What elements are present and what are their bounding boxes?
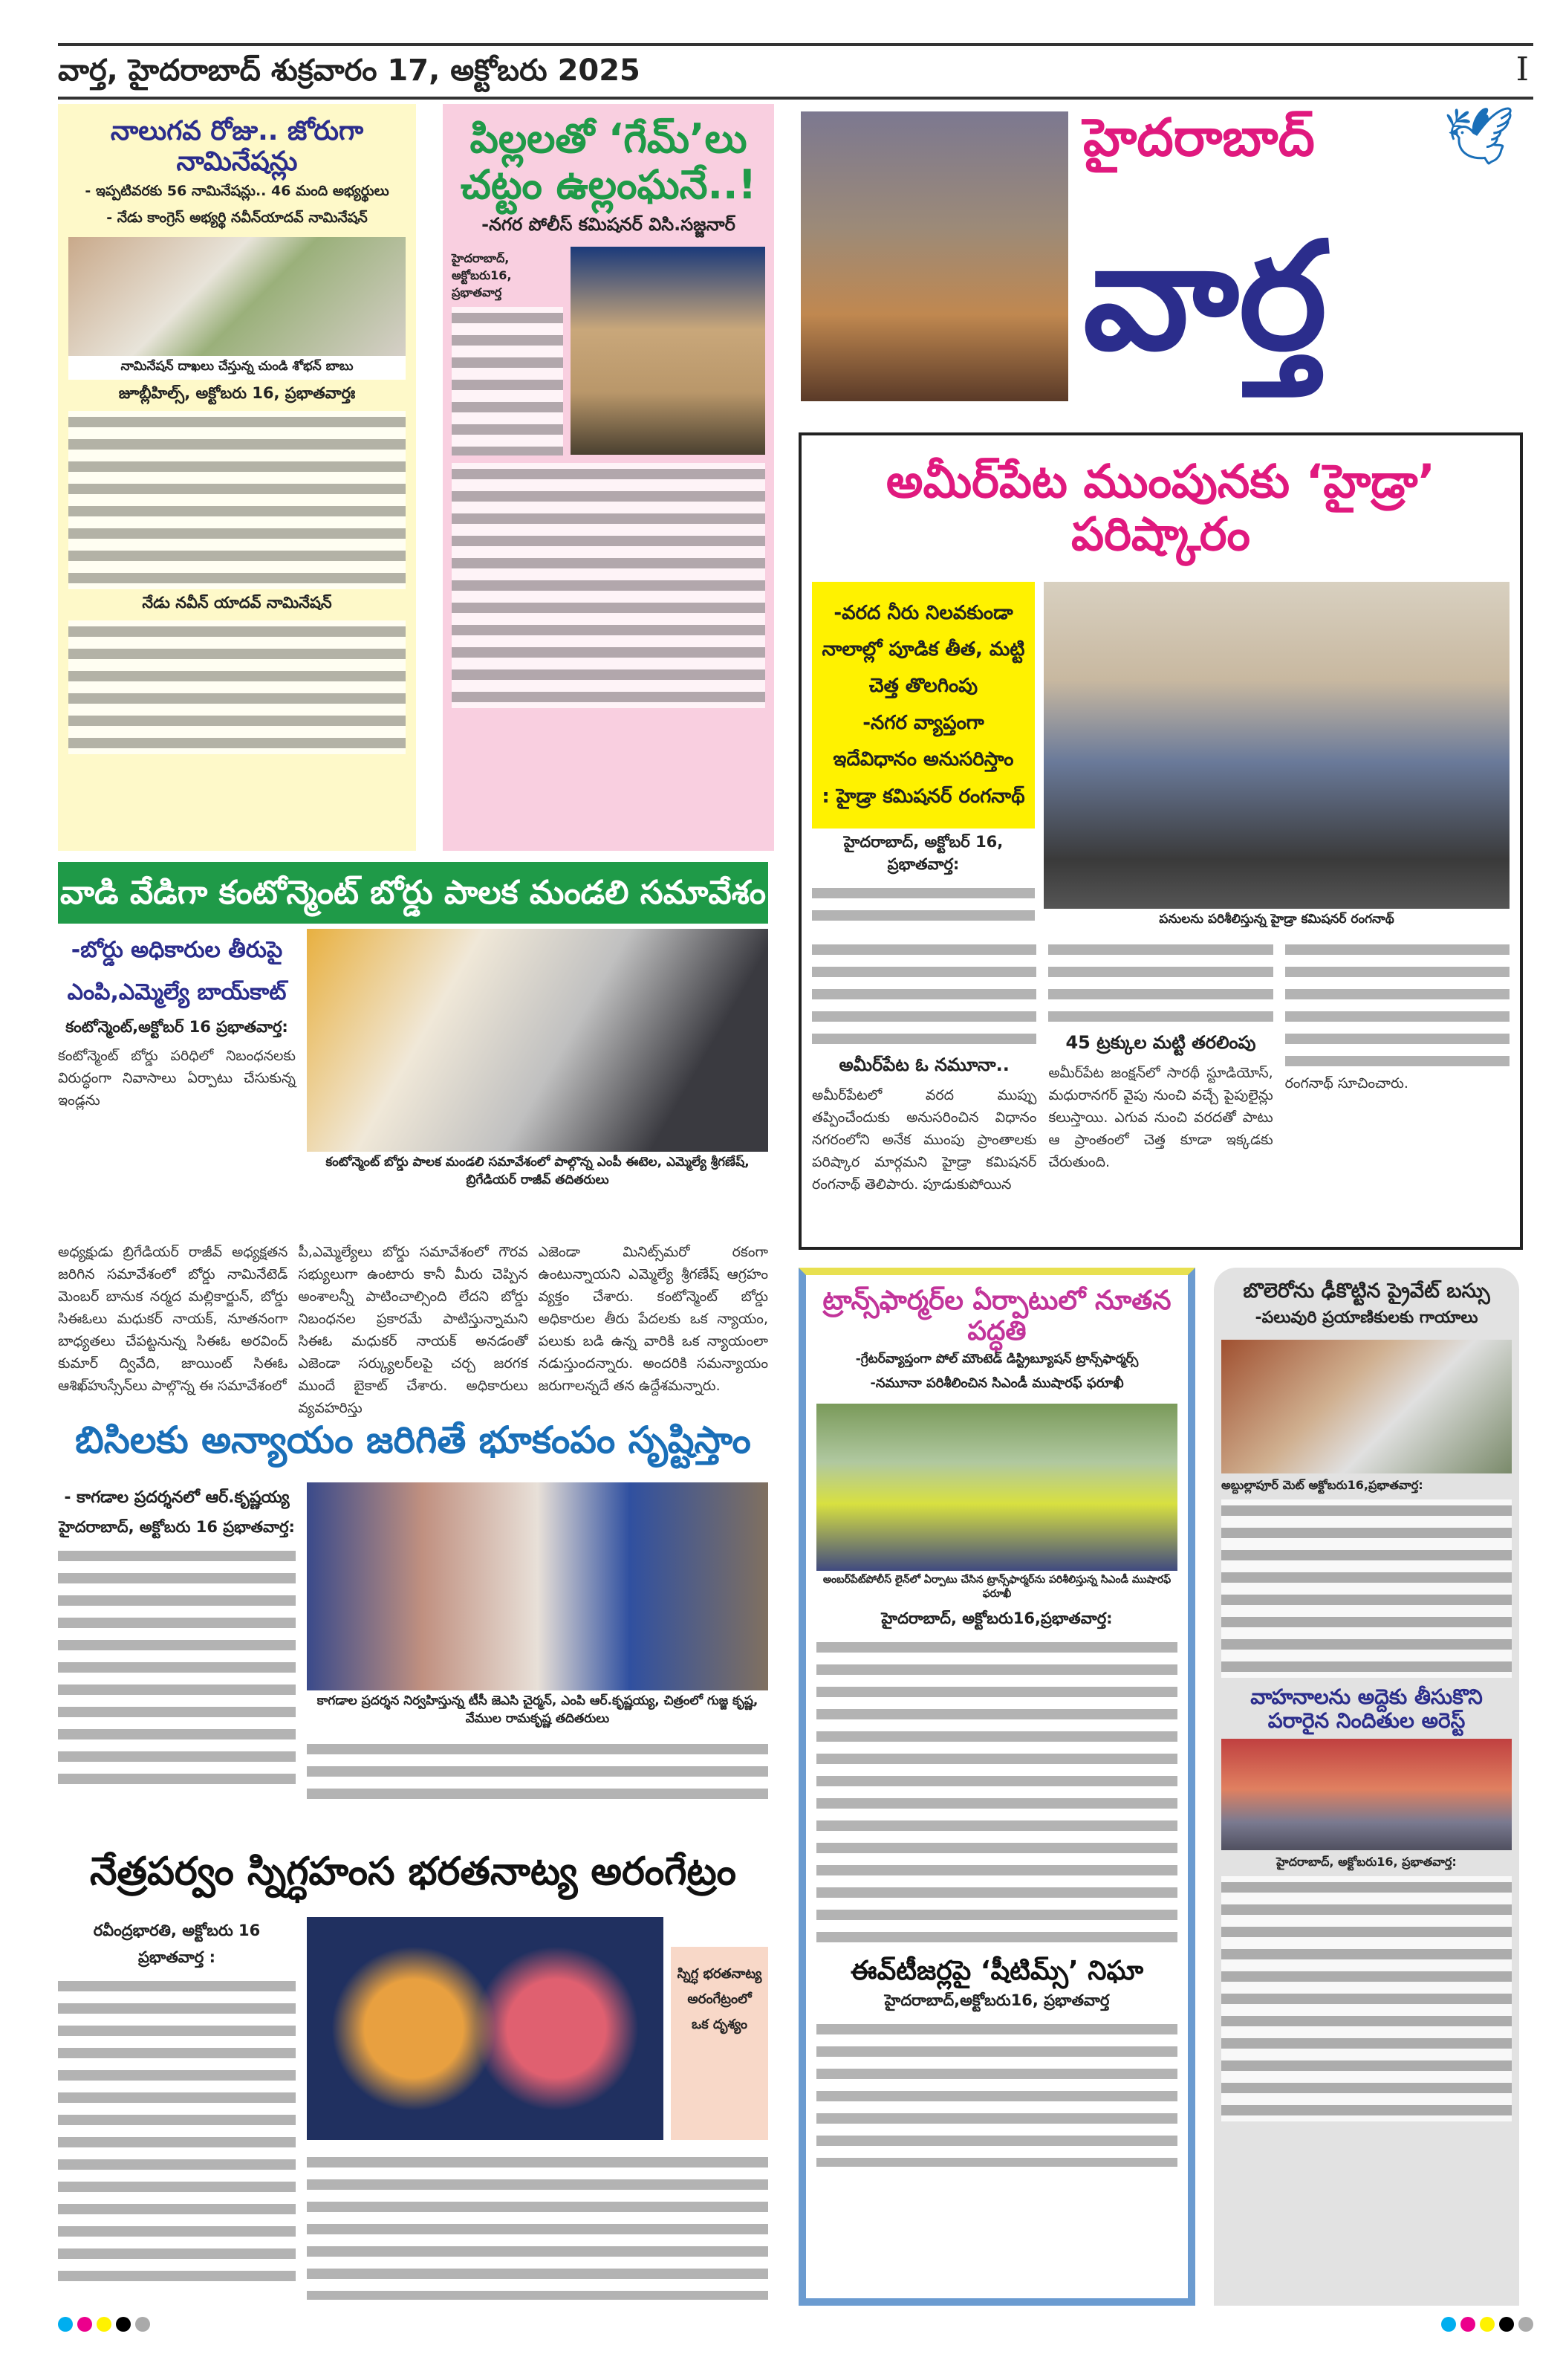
body-text	[812, 938, 1036, 1050]
body-text	[307, 1738, 768, 1805]
body-text: అమీర్‌పేట జంక్షన్‌లో సారథీ స్టూడియోస్, మధురానగర్ వైపు నుంచి వచ్చే పైపులైన్లు కలుస్తాయి. ఎగువ నుంచి వరదతో పాటు ఆ ప్రాంతంలో చెత్త కూడా ఇక్కడకు చేరుతుంది.	[1048, 1064, 1273, 1170]
dateline: అబ్దుల్లాపూర్ మెట్ అక్టోబరు16,ప్రభాతవార్త:	[1221, 1477, 1423, 1492]
body-text	[68, 411, 406, 589]
nomination-photo	[68, 237, 406, 356]
headline: ఈవ్‌టీజర్లపై ‘షీటిమ్స్’ నిఘా	[850, 1956, 1144, 1987]
highlight-line: -వరద నీరు నిలవకుండా	[834, 601, 1013, 624]
dateline: హైదరాబాద్,అక్టోబరు16, ప్రభాతవార్త	[884, 1991, 1110, 2009]
dateline: జూబ్లీహిల్స్, అక్టోబరు 16, ప్రభాతవార్తః	[118, 383, 356, 402]
headline: చట్టం ఉల్లంఘనే..!	[460, 161, 757, 209]
subheadline: - నేడు కాంగ్రెస్ అభ్యర్థి నవీన్‌యాదవ్ నామినేషన్	[106, 209, 368, 226]
body-text	[812, 882, 1035, 927]
masthead	[793, 104, 1527, 416]
body-text: అమీర్‌పేటలో వరద ముప్పు తప్పించేందుకు అనుసరించిన విధానం నగరంలోని అనేక ముంపు ప్రాంతాలకు పరిష్కార మార్గమని హైడ్రా కమిషనర్ రంగనాథ్ తెలిపారు. పూడుకుపోయిన	[812, 1086, 1037, 1193]
nominations-story	[58, 104, 416, 851]
headline: నాలుగవ రోజు.. జోరుగా నామినేషన్లు	[110, 116, 364, 178]
subheadline: -నగర పోలీస్ కమిషనర్ విసి.సజ్జనార్	[481, 214, 735, 236]
column	[812, 938, 1036, 1196]
headline: బొలెరోను ఢీకొట్టిన ప్రైవేట్ బస్సు	[1243, 1280, 1490, 1303]
bus-photo	[1221, 1340, 1512, 1473]
rally-photo	[307, 1482, 768, 1690]
subhead: 45 ట్రక్కుల మట్టి తరలింపు	[1065, 1031, 1256, 1053]
commissioner-photo	[571, 247, 765, 455]
inspection-photo	[1044, 582, 1510, 909]
masthead-top: హైదరాబాద్	[1083, 107, 1315, 168]
subheadline: - కాగడాల ప్రదర్శనలో ఆర్.కృష్ణయ్య	[64, 1488, 290, 1507]
body-text: పీ,ఎమ్మెల్యేలు బోర్డు సమావేశంలో గౌరవ సభ్యులుగా ఉంటారు కానీ మీరు చెప్పిన అంశాలన్నీ పాటించాల్సింది లేదని బోర్డు నిబంధనల ప్రకారమే పాటిస్తున్నామని సిఈఓ మధుకర్ నాయక్ అనడంతో ఎజెండా సర్క్యులర్‌లపై చర్చ జరగక ముందే బైకాట్ చేశారు. అధికారులు వ్యవహరిస్తు	[298, 1244, 528, 1416]
masthead-main: వార్త	[1083, 210, 1328, 383]
subhead: అమీర్‌పేట ఓ నమూనా..	[839, 1054, 1010, 1075]
subheadline: - ఇప్పటివరకు 56 నామినేషన్లు.. 46 మంది అభ్యర్థులు	[85, 182, 389, 199]
body-text	[452, 463, 765, 708]
highlight-line: నాలాల్లో పూడిక తీత, మట్టి	[822, 638, 1025, 661]
photo-caption: అంబర్‌పేట్‌పోలీస్ లైన్‌లో ఏర్పాటు చేసిన ట్రాన్స్‌ఫార్మర్‌ను పరిశీలిస్తున్న సిఎండీ ముషారఫ్ ఫరూఖీ	[816, 1571, 1177, 1605]
photo-caption: నామినేషన్ దాఖలు చేస్తున్న చుండి శోభన్ బాబు	[68, 356, 406, 380]
meeting-photo	[307, 929, 768, 1152]
photo-caption: పనులను పరిశీలిస్తున్న హైడ్రా కమిషనర్ రంగనాథ్	[1044, 909, 1510, 933]
natyam-headline: నేత్రపర్వం స్నిగ్ధహంస భరతనాట్య అరంగేట్రం	[90, 1849, 736, 1894]
column	[1285, 938, 1510, 1196]
bus-accident-story	[1214, 1268, 1519, 2306]
headline: పరారైన నిందితుల అరెస్ట్	[1267, 1708, 1466, 1734]
amirpet-story	[799, 432, 1523, 1250]
body-text	[68, 620, 406, 754]
photo-caption: కంటోన్మెంట్ బోర్డు పాలక మండలి సమావేశంలో పాల్గొన్న ఎంపీ ఈటెల, ఎమ్మెల్యే శ్రీగణేష్, బ్రిగేడియర్ రాజీవ్ తదితరులు	[307, 1152, 768, 1193]
color-registration-marks	[1441, 2317, 1533, 2332]
body-text	[307, 2151, 768, 2300]
cantonment-story	[58, 929, 768, 1416]
highlight-line: ఇదేవిధానం అనుసరిస్తాం	[833, 748, 1014, 771]
bc-story	[58, 1482, 768, 1839]
cantonment-headline-band: వాడి వేడిగా కంటోన్మెంట్ బోర్డు పాలక మండలి సమావేశం	[58, 862, 768, 924]
dateline: హైదరాబాద్, అక్టోబర్ 16, ప్రభాతవార్త:	[843, 832, 1004, 873]
column	[1048, 938, 1273, 1196]
subheadline: -గ్రేటర్‌వ్యాప్తంగా పోల్ మౌంటెడ్ డిస్ట్రిబ్యూషన్ ట్రాన్స్‌ఫార్మర్స్	[855, 1351, 1139, 1366]
highlight-line: : హైడ్రా కమిషనర్ రంగనాథ్	[822, 785, 1025, 808]
subheadline: ఎంపి,ఎమ్మెల్యే బాయ్‌కాట్	[67, 979, 287, 1005]
header-rule	[58, 97, 1533, 100]
bc-headline: బిసిలకు అన్యాయం జరిగితే భూకంపం సృష్టిస్తాం	[75, 1418, 751, 1462]
body-text: అధ్యక్షుడు బ్రిగేడియర్ రాజీవ్ అధ్యక్షతన జరిగిన సమావేశంలో బోర్డు నామినేటెడ్ మెంబర్ బానుక నర్మద మల్లికార్జున్, బోర్డు సిఈఓలు మధుకర్ నాయక్, నూతనంగా బాధ్యతలు చేపట్టనున్న సిఈఓ అరవింద్ కుమార్ ద్వివేది, జాయింట్ సిఈఓ ఆశిఖ్‌హుస్సేన్‌లు పాల్గొన్న ఈ సమావేశంలో	[58, 1244, 288, 1394]
body-text	[452, 307, 563, 455]
body-text: రంగనాథ్ సూచించారు.	[1284, 1074, 1408, 1092]
natyam-story	[58, 1917, 768, 2311]
dance-photo	[307, 1917, 663, 2140]
highlights-box	[812, 582, 1035, 829]
dateline: హైదరాబాద్, అక్టోబరు16, ప్రభాతవార్త:	[1276, 1855, 1457, 1870]
dateline: హైదరాబాద్, అక్టోబరు16, ప్రభాతవార్త	[452, 250, 512, 299]
dateline: కంటోన్మెంట్,అక్టోబర్ 16 ప్రభాతవార్త:	[65, 1018, 288, 1036]
arrest-photo	[1221, 1739, 1512, 1850]
headline: పిల్లలతో ‘గేమ్’లు	[469, 115, 747, 162]
color-registration-marks	[58, 2317, 150, 2332]
headline: అమీర్‌పేట ముంపునకు ‘హైడ్రా’ పరిష్కారం	[886, 454, 1436, 562]
dove-logo-icon: 🕊	[1443, 103, 1515, 169]
transformer-story	[799, 1268, 1195, 2306]
body-text	[58, 1545, 296, 1790]
body-text	[1221, 1499, 1512, 1678]
highlight-line: చెత్త తొలగింపు	[868, 675, 978, 698]
body-text	[816, 2018, 1177, 2167]
page-number: I	[1515, 51, 1529, 88]
charminar-photo	[801, 111, 1068, 401]
photo-caption: కాగడాల ప్రదర్శన నిర్వహిస్తున్న టీసీ జెఎసి చైర్మన్, ఎంపి ఆర్.కృష్ణయ్య, చిత్రంలో గుజ్జ కృష్ణ, వేముల రామకృష్ణ తదితరులు	[307, 1690, 768, 1732]
subheadline: -బోర్డు అధికారుల తీరుపై	[71, 937, 283, 963]
dateline: ప్రభాతవార్త :	[138, 1948, 215, 1966]
dance-side-caption: స్నిగ్ధ భరతనాట్య అరంగేట్రంలో ఒక దృశ్యం	[671, 1947, 768, 2140]
date-line: వార్త, హైదరాబాద్ శుక్రవారం 17, అక్టోబరు 2025	[58, 53, 640, 88]
body-text: ఎజెండా మినిట్స్‌మరో రకంగా ఉంటున్నాయని ఎమ్మెల్యే శ్రీగణేష్ ఆగ్రహం వ్యక్తం చేశారు. కంటోన్మెంట్ బోర్డు అధికారుల తీరు పేదలకు ఒక న్యాయం, పలుకు బడి ఉన్న వారికి ఒక న్యాయంలా నడుస్తుందన్నారు. అందరికి సమన్యాయం జరుగాలన్నదే తన ఉద్దేశమన్నారు.	[538, 1244, 768, 1394]
headline: వాహనాలను అద్దెకు తీసుకొని	[1250, 1684, 1483, 1709]
subheadline: -పలువురి ప్రయాణికులకు గాయాలు	[1255, 1309, 1478, 1328]
body-text	[816, 1636, 1177, 1948]
body-text	[1285, 938, 1510, 1072]
dateline: రవీంద్రభారతి, అక్టోబరు 16	[93, 1922, 261, 1939]
body-text	[1221, 1876, 1512, 2121]
body-text: కంటోన్మెంట్ బోర్డు పరిధిలో నిబంధనలకు విరుద్ధంగా నివాసాలు ఏర్పాటు చేసుకున్న ఇండ్లను	[58, 1048, 296, 1109]
body-text	[1048, 938, 1273, 1028]
subhead: నేడు నవీన్ యాదవ్ నామినేషన్	[142, 593, 332, 612]
dateline: హైదరాబాద్, అక్టోబరు 16 ప్రభాతవార్త:	[59, 1517, 295, 1536]
body-text	[58, 1975, 296, 2287]
top-rule	[58, 43, 1533, 46]
transformer-photo	[816, 1404, 1177, 1571]
highlight-line: -నగర వ్యాప్తంగా	[862, 711, 984, 734]
dateline: హైదరాబాద్, అక్టోబరు16,ప్రభాతవార్త:	[881, 1609, 1113, 1628]
subheadline: -నమూనా పరిశీలించిన సిఎండీ ముషారఫ్ ఫరూఖీ	[870, 1375, 1124, 1392]
headline: ట్రాన్స్‌ఫార్మర్‌ల ఏర్పాటులో నూతన పద్ధతి	[822, 1285, 1172, 1347]
games-story	[443, 104, 774, 851]
